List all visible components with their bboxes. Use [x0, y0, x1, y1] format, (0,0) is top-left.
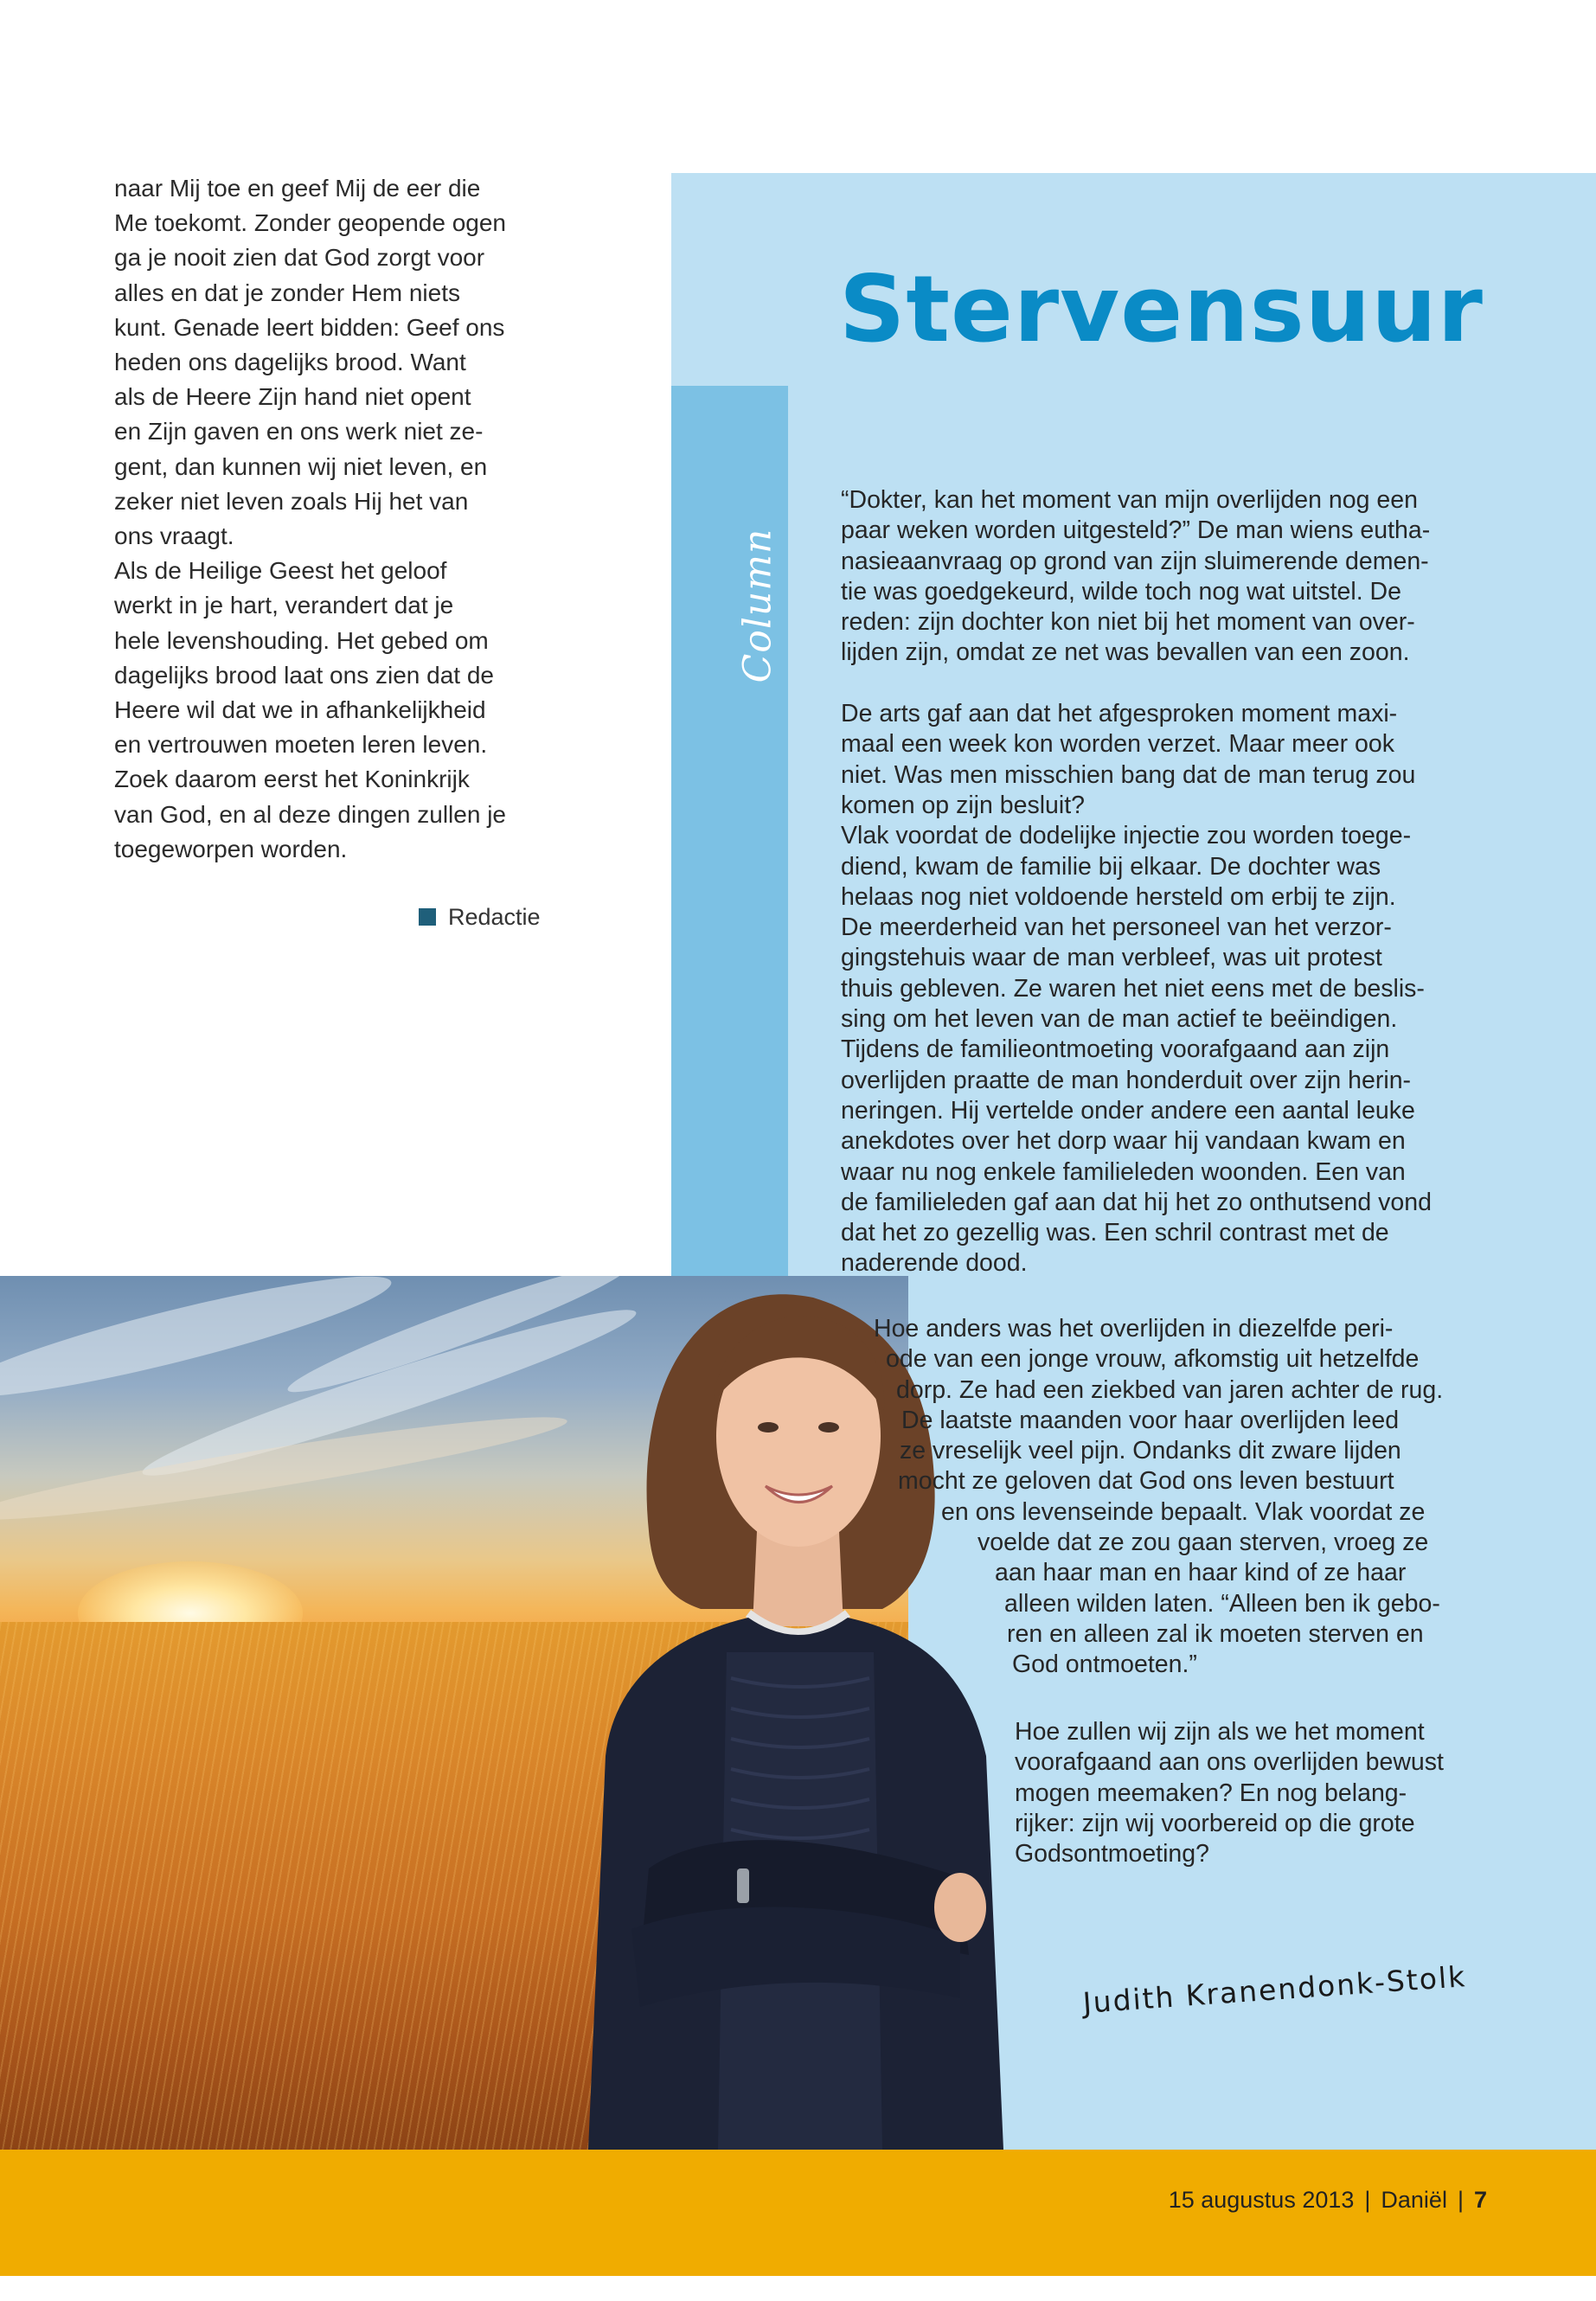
text-line: maal een week kon worden verzet. Maar meer ook — [841, 730, 1394, 759]
text-line: helaas nog niet voldoende hersteld om erbij te zijn. — [841, 882, 1396, 911]
text-line: toegeworpen worden. — [114, 835, 348, 862]
article-body-part2 — [0, 1314, 1444, 1681]
text-line: alleen wilden laten. “Alleen ben ik gebo- — [1004, 1589, 1440, 1618]
footer-date: 15 augustus 2013 — [1168, 2187, 1355, 2213]
text-line: De laatste maanden voor haar overlijden leed — [901, 1406, 1400, 1434]
text-line: overlijden praatte de man honderduit over zijn herin- — [841, 1066, 1412, 1094]
text-line: thuis gebleven. Ze waren het niet eens met de beslis- — [841, 974, 1425, 1003]
column-label: Column — [735, 528, 780, 683]
text-line: De meerderheid van het personeel van het verzor- — [841, 913, 1392, 942]
text-line: gent, dan kunnen wij niet leven, en — [114, 452, 488, 480]
footer-info: 15 augustus 2013 | Daniël | 7 — [1168, 2187, 1487, 2213]
text-line: de familieleden gaf aan dat hij het zo onthutsend vond — [841, 1188, 1432, 1216]
text-line: Hoe anders was het overlijden in diezelfde peri- — [874, 1315, 1394, 1343]
text-line: en ons levenseinde bepaalt. Vlak voordat ze — [941, 1497, 1426, 1526]
article-title: Stervensuur — [839, 256, 1484, 362]
text-line: waar nu nog enkele familieleden woonden. Een van — [841, 1157, 1406, 1186]
text-line: kunt. Genade leert bidden: Geef ons — [114, 313, 505, 341]
text-line: komen op zijn besluit? — [841, 791, 1085, 819]
byline — [419, 904, 541, 931]
text-line: sing om het leven van de man actief te beëindigen. — [841, 1005, 1398, 1034]
text-line: aan haar man en haar kind of ze haar — [995, 1559, 1407, 1587]
text-line: naar Mij toe en geef Mij de eer die — [114, 175, 481, 202]
text-line: ga je nooit zien dat God zorgt voor — [114, 244, 485, 272]
footer-publication: Daniël — [1381, 2187, 1447, 2213]
author-signature: Judith Kranendonk-Stolk — [1081, 1959, 1468, 2020]
text-line: neringen. Hij vertelde onder andere een aantal leuke — [841, 1096, 1415, 1125]
text-line — [841, 669, 1432, 699]
text-line: Godsontmoeting? — [1015, 1840, 1209, 1868]
left-column-text — [114, 171, 555, 867]
text-line: zeker niet leven zoals Hij het van — [114, 487, 469, 515]
text-line: Tijdens de familieontmoeting voorafgaand aan zijn — [841, 1035, 1390, 1064]
text-line: heden ons dagelijks brood. Want — [114, 349, 466, 376]
text-line: Vlak voordat de dodelijke injectie zou worden toege- — [841, 822, 1412, 850]
byline-square-icon — [419, 908, 436, 926]
text-line: mocht ze geloven dat God ons leven bestuurt — [898, 1467, 1394, 1496]
text-line: van God, en al deze dingen zullen je — [114, 800, 506, 828]
text-line: en vertrouwen moeten leren leven. — [114, 731, 488, 759]
text-line: naderende dood. — [841, 1249, 1028, 1278]
text-line: Me toekomt. Zonder geopende ogen — [114, 209, 506, 237]
text-line: gingstehuis waar de man verbleef, was uit protest — [841, 944, 1382, 972]
text-line: mogen meemaken? En nog belang- — [1015, 1779, 1407, 1807]
text-line: rijker: zijn wij voorbereid op die grote — [1015, 1809, 1415, 1837]
text-line: anekdotes over het dorp waar hij vandaan kwam en — [841, 1127, 1406, 1156]
text-line: tie was goedgekeurd, wilde toch nog wat uitstel. De — [841, 577, 1401, 606]
text-line: Heere wil dat we in afhankelijkheid — [114, 696, 486, 724]
text-line: dorp. Ze had een ziekbed van jaren achter de rug. — [896, 1375, 1444, 1404]
text-line: diend, kwam de familie bij elkaar. De dochter was — [841, 852, 1381, 881]
text-line: niet. Was men misschien bang dat de man terug zou — [841, 760, 1416, 789]
text-line: “Dokter, kan het moment van mijn overlijden nog een — [841, 486, 1418, 514]
text-line: voelde dat ze zou gaan sterven, vroeg ze — [977, 1529, 1429, 1557]
text-line: reden: zijn dochter kon niet bij het moment van over- — [841, 608, 1415, 637]
text-line: als de Heere Zijn hand niet opent — [114, 383, 471, 411]
text-line: ren en alleen zal ik moeten sterven en — [1007, 1619, 1424, 1648]
text-line: ons vraagt. — [114, 522, 234, 550]
byline-author: Redactie — [448, 904, 541, 930]
text-line: dat het zo gezellig was. Een schril contrast met de — [841, 1219, 1389, 1247]
text-line: hele levenshouding. Het gebed om — [114, 626, 489, 654]
text-line: nasieaanvraag op grond van zijn sluimerende demen- — [841, 547, 1429, 575]
text-line: ode van een jonge vrouw, afkomstig uit hetzelfde — [886, 1345, 1420, 1374]
text-line: Hoe zullen wij zijn als we het moment — [1015, 1718, 1425, 1746]
text-line: God ontmoeten.” — [1012, 1650, 1197, 1679]
article-body-part1 — [841, 485, 1432, 1279]
text-line: Als de Heilige Geest het geloof — [114, 557, 447, 585]
text-line: voorafgaand aan ons overlijden bewust — [1015, 1748, 1444, 1777]
text-line: en Zijn gaven en ons werk niet ze- — [114, 418, 484, 445]
text-line: lijden zijn, omdat ze net was bevallen van een zoon. — [841, 638, 1410, 667]
article-body-part3 — [1015, 1717, 1444, 1869]
text-line: paar weken worden uitgesteld?” De man wiens eutha- — [841, 516, 1431, 545]
text-line: werkt in je hart, verandert dat je — [114, 592, 454, 619]
text-line: dagelijks brood laat ons zien dat de — [114, 661, 494, 689]
page-number: 7 — [1473, 2187, 1487, 2213]
text-line: De arts gaf aan dat het afgesproken moment maxi- — [841, 700, 1398, 728]
text-line: ze vreselijk veel pijn. Ondanks dit zware lijden — [900, 1437, 1401, 1465]
text-line: alles en dat je zonder Hem niets — [114, 279, 460, 306]
text-line: Zoek daarom eerst het Koninkrijk — [114, 766, 470, 793]
